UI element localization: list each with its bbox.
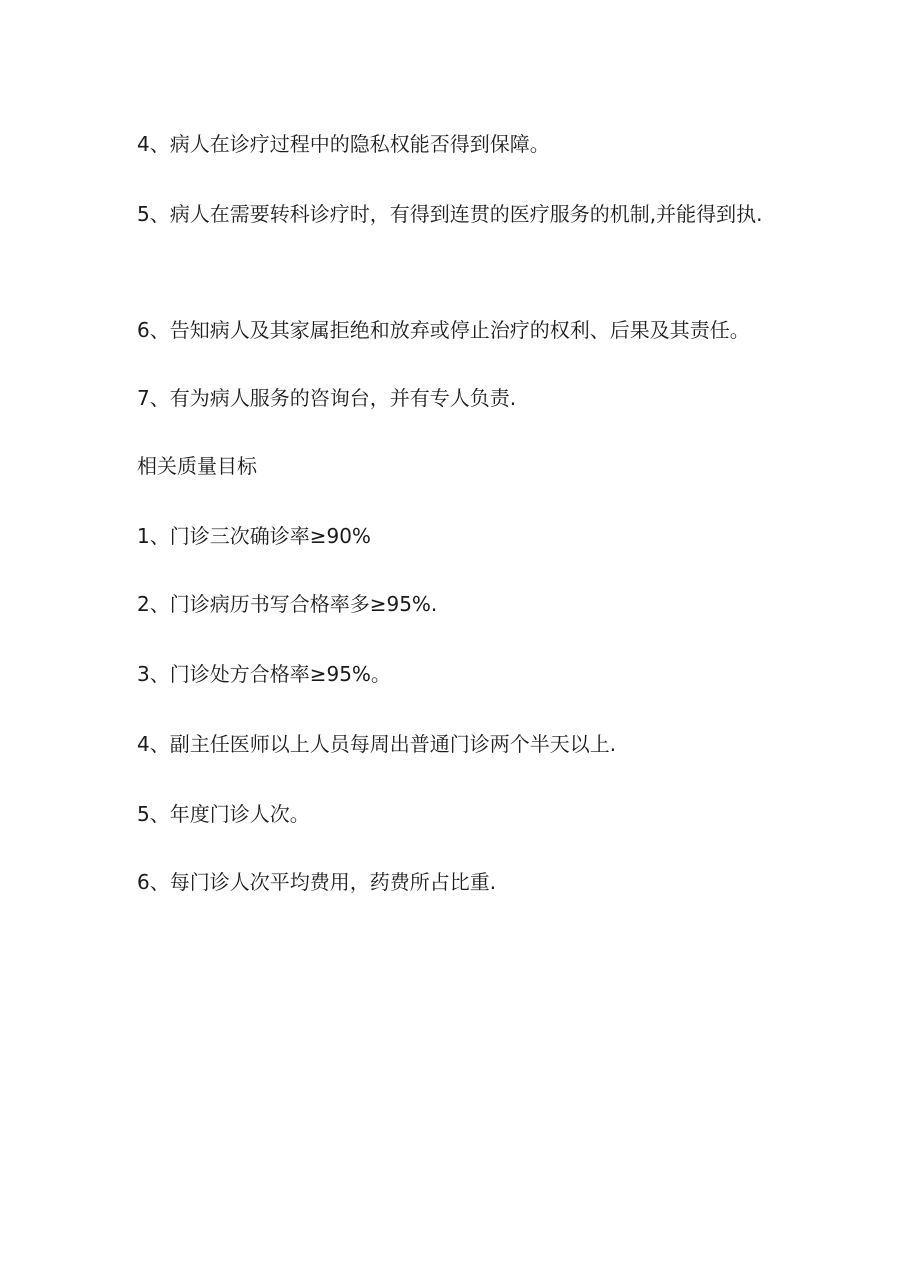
list-item: 6、告知病人及其家属拒绝和放弃或停止治疗的权利、后果及其责任。 (137, 318, 750, 342)
list-item: 5、年度门诊人次。 (137, 802, 310, 826)
list-item: 4、病人在诊疗过程中的隐私权能否得到保障。 (137, 132, 550, 156)
list-item: 3、门诊处方合格率≥95%。 (137, 662, 391, 686)
list-item: 2、门诊病历书写合格率多≥95%. (137, 592, 438, 616)
list-item: 1、门诊三次确诊率≥90% (137, 524, 371, 548)
section-heading: 相关质量目标 (137, 454, 257, 478)
list-item: 4、副主任医师以上人员每周出普通门诊两个半天以上. (137, 732, 617, 756)
list-item: 6、每门诊人次平均费用，药费所占比重. (137, 870, 497, 894)
list-item: 7、有为病人服务的咨询台，并有专人负责. (137, 386, 517, 410)
list-item: 5、病人在需要转科诊疗时，有得到连贯的医疗服务的机制,并能得到执. (137, 202, 763, 226)
